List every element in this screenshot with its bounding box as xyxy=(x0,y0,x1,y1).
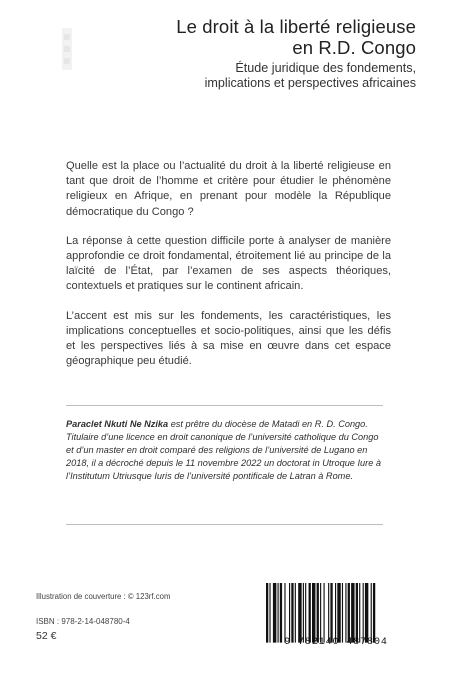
author-name: Paraclet Nkuti Ne Nzika xyxy=(66,419,169,429)
barcode-bar xyxy=(289,583,290,643)
book-subtitle-line2: implications et perspectives africaines xyxy=(204,76,416,90)
barcode-bar xyxy=(298,583,301,643)
book-title-line2: en R.D. Congo xyxy=(292,37,416,58)
barcode-bar xyxy=(324,583,325,643)
barcode-bar xyxy=(273,583,276,643)
barcode-bar xyxy=(330,583,332,643)
barcode-bar xyxy=(359,583,360,643)
title-block xyxy=(86,16,416,91)
blurb-paragraph-3: L’accent est mis sur les fondements, les caractéristiques, les implications conceptuelles et socio-politiques, ainsi que les défis et les perspectives liés à sa mise en œuvre dans cet espace géographique peu étudié. xyxy=(66,309,391,368)
author-bio xyxy=(66,418,388,483)
barcode-bar xyxy=(351,583,354,643)
barcode-bar xyxy=(317,583,319,643)
cover-credit: Illustration de couverture : © 123rf.com xyxy=(36,592,171,601)
barcode-bar xyxy=(309,583,311,643)
barcode-bar xyxy=(342,583,343,643)
barcode-bar xyxy=(328,583,329,643)
barcode-bar xyxy=(348,583,350,643)
barcode-bar xyxy=(280,583,282,643)
publisher-logo-icon xyxy=(60,28,74,70)
barcode-bar xyxy=(371,583,372,643)
barcode-bar xyxy=(278,583,279,643)
barcode-bar xyxy=(291,583,293,643)
book-title-line1: Le droit à la liberté religieuse xyxy=(176,16,416,37)
barcode-bar xyxy=(337,583,340,643)
barcode-bar xyxy=(373,583,375,643)
isbn: ISBN : 978-2-14-048780-4 xyxy=(36,617,130,626)
price: 52 € xyxy=(36,630,57,642)
blurb xyxy=(66,159,391,383)
divider-top xyxy=(66,405,383,406)
divider-bottom xyxy=(66,524,383,525)
blurb-paragraph-2: La réponse à cette question difficile porte à analyser de manière approfondie ce droit fondamental, étroitement lié au principe de la laïcité de l’État, par l’examen de ses aspects théoriques, contextuels et pratiques sur le continent africain. xyxy=(66,234,391,293)
barcode-bar xyxy=(312,583,315,643)
barcode-bar xyxy=(320,583,321,643)
author-bio-text: est prêtre du diocèse de Matadi en R. D. Congo. Titulaire d’une licence en droit canonique de l’université catholique du Congo et d’un master en droit comparé des religions de l’université de Lugano en 2018, il a décroché depuis le 11 novembre 2022 un doctorat in Utroque Iure à l’Institutum Utriusque Iuris de l’université pontificale de Latran à Rome. xyxy=(66,419,381,481)
barcode-bar xyxy=(345,583,346,643)
barcode-bar xyxy=(305,583,306,643)
header-banner xyxy=(0,0,450,108)
barcode-bar xyxy=(365,583,368,643)
blurb-paragraph-1: Quelle est la place ou l’actualité du droit à la liberté religieuse en tant que droit de l’homme et critère pour étudier le phénomène religieux en Afrique, en prenant pour modèle la République démocratique du Congo ? xyxy=(66,160,391,218)
barcode-digits: 9 782140 487804 xyxy=(284,637,388,648)
barcode-bar xyxy=(363,583,364,643)
barcode-bar xyxy=(303,583,304,643)
barcode-bar xyxy=(284,583,285,643)
book-subtitle-line1: Étude juridique des fondements, xyxy=(235,61,416,75)
barcode-bar xyxy=(266,583,268,643)
barcode-bar xyxy=(295,583,296,643)
barcode-bar xyxy=(269,583,270,643)
barcode-bar xyxy=(335,583,336,643)
barcode-bar xyxy=(356,583,358,643)
